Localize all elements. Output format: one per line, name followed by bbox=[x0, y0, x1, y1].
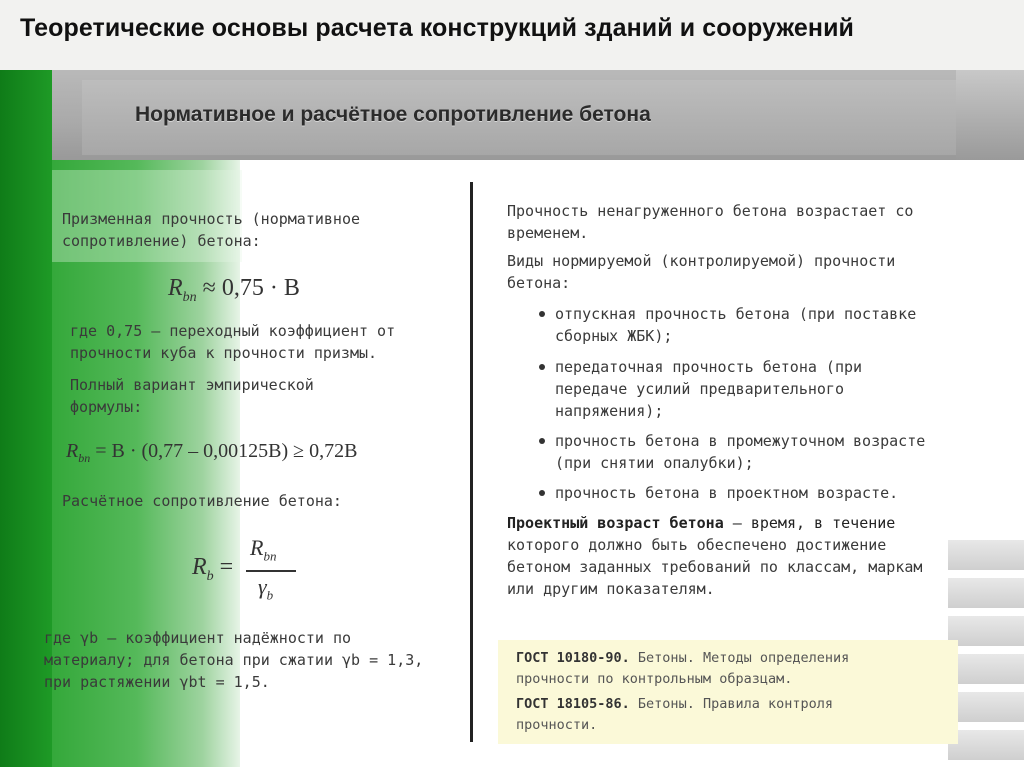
definition-line1-rest: – время, в течение bbox=[723, 514, 896, 532]
prism-text-line1: Призменная прочность (нормативное bbox=[62, 210, 361, 228]
right-p1-line1: Прочность ненагруженного бетона возрастает со bbox=[507, 202, 914, 220]
slide bbox=[0, 70, 1024, 767]
definition-line2: которого должно быть обеспечено достижение bbox=[507, 536, 887, 554]
formula2-lhs: R bbox=[66, 440, 79, 462]
bullet1-line2: сборных ЖБК); bbox=[555, 327, 673, 345]
gost2-code: ГОСТ 18105-86. bbox=[516, 696, 630, 712]
formula-rbn-approx bbox=[168, 275, 300, 306]
formula3-den-sub: b bbox=[266, 587, 274, 603]
gost2-line1-rest: Бетоны. Правила контроля bbox=[629, 696, 833, 712]
formula2-rhs: = B · (0,77 – 0,00125B) ≥ 0,72B bbox=[95, 440, 358, 462]
deco-square-4 bbox=[948, 654, 1024, 684]
fraction-line bbox=[246, 570, 296, 572]
full-text-line2: формулы: bbox=[70, 398, 143, 416]
formula1-sub: bn bbox=[182, 289, 197, 305]
coef-text-line1: где 0,75 – переходный коэффициент от bbox=[70, 322, 396, 340]
bullet-dot-2 bbox=[539, 364, 545, 370]
bullet-dot-1 bbox=[539, 311, 545, 317]
bullet1-line1: отпускная прочность бетона (при поставке bbox=[555, 305, 917, 323]
bullet-dot-3 bbox=[539, 438, 545, 444]
formula-rb-lhs bbox=[192, 554, 233, 585]
definition-line1 bbox=[507, 512, 895, 534]
prism-text-line2: сопротивление) бетона: bbox=[62, 232, 261, 250]
column-divider bbox=[470, 182, 473, 742]
deco-square-5 bbox=[948, 692, 1024, 722]
gost2-line2: прочности. bbox=[516, 717, 598, 733]
calc-label: Расчётное сопротивление бетона: bbox=[62, 492, 342, 510]
right-p2-line1: Виды нормируемой (контролируемой) прочности bbox=[507, 252, 896, 270]
page-title: Теоретические основы расчета конструкций зданий и сооружений bbox=[20, 14, 855, 42]
bullet2-line1: передаточная прочность бетона (при bbox=[555, 358, 863, 376]
gost2-line1 bbox=[516, 694, 833, 715]
formula3-denominator bbox=[258, 574, 273, 603]
right-p2-line2: бетона: bbox=[507, 274, 571, 292]
formula3-num: R bbox=[250, 535, 264, 560]
formula1-rhs: ≈ 0,75 · B bbox=[202, 275, 300, 301]
gost1-code: ГОСТ 10180-90. bbox=[516, 650, 630, 666]
formula1-lhs: R bbox=[168, 275, 183, 301]
bullet2-line2: передаче усилий предварительного bbox=[555, 380, 844, 398]
bullet-dot-4 bbox=[539, 490, 545, 496]
slide-header-title: Нормативное и расчётное сопротивление бетона bbox=[135, 103, 651, 126]
gost1-line1-rest: Бетоны. Методы определения bbox=[629, 650, 850, 666]
right-p1-line2: временем. bbox=[507, 224, 589, 242]
formula3-numerator bbox=[250, 535, 276, 564]
gamma-text-line2: материалу; для бетона при сжатии γb = 1,3, bbox=[44, 651, 424, 669]
formula3-eq: = bbox=[219, 554, 234, 580]
gost1-line2: прочности по контрольным образцам. bbox=[516, 671, 793, 687]
full-text-line1: Полный вариант эмпирической bbox=[70, 376, 314, 394]
deco-square-2 bbox=[948, 578, 1024, 608]
formula3-den: γ bbox=[258, 574, 267, 599]
bullet3-line2: (при снятии опалубки); bbox=[555, 454, 754, 472]
deco-square-3 bbox=[948, 616, 1024, 646]
definition-line4: или другим показателям. bbox=[507, 580, 715, 598]
coef-text-line2: прочности куба к прочности призмы. bbox=[70, 344, 378, 362]
bullet2-line3: напряжения); bbox=[555, 402, 664, 420]
gost1-line1 bbox=[516, 648, 849, 669]
deco-square-1 bbox=[948, 540, 1024, 570]
gamma-text-line3: при растяжении γbt = 1,5. bbox=[44, 673, 270, 691]
formula2-sub: bn bbox=[78, 451, 91, 465]
slide-header-edge bbox=[956, 70, 1024, 160]
formula3-sub: b bbox=[206, 568, 214, 584]
formula3-lhs: R bbox=[192, 554, 207, 580]
gamma-text-line1: где γb – коэффициент надёжности по bbox=[44, 629, 352, 647]
bullet4-line1: прочность бетона в проектном возрасте. bbox=[555, 484, 899, 502]
formula-rbn-full bbox=[66, 440, 357, 466]
formula3-num-sub: bn bbox=[263, 548, 277, 564]
definition-line3: бетоном заданных требований по классам, маркам bbox=[507, 558, 923, 576]
top-bar bbox=[0, 0, 1024, 71]
definition-term: Проектный возраст бетона bbox=[507, 514, 724, 532]
deco-square-6 bbox=[948, 730, 1024, 760]
bullet3-line1: прочность бетона в промежуточном возрасте bbox=[555, 432, 926, 450]
